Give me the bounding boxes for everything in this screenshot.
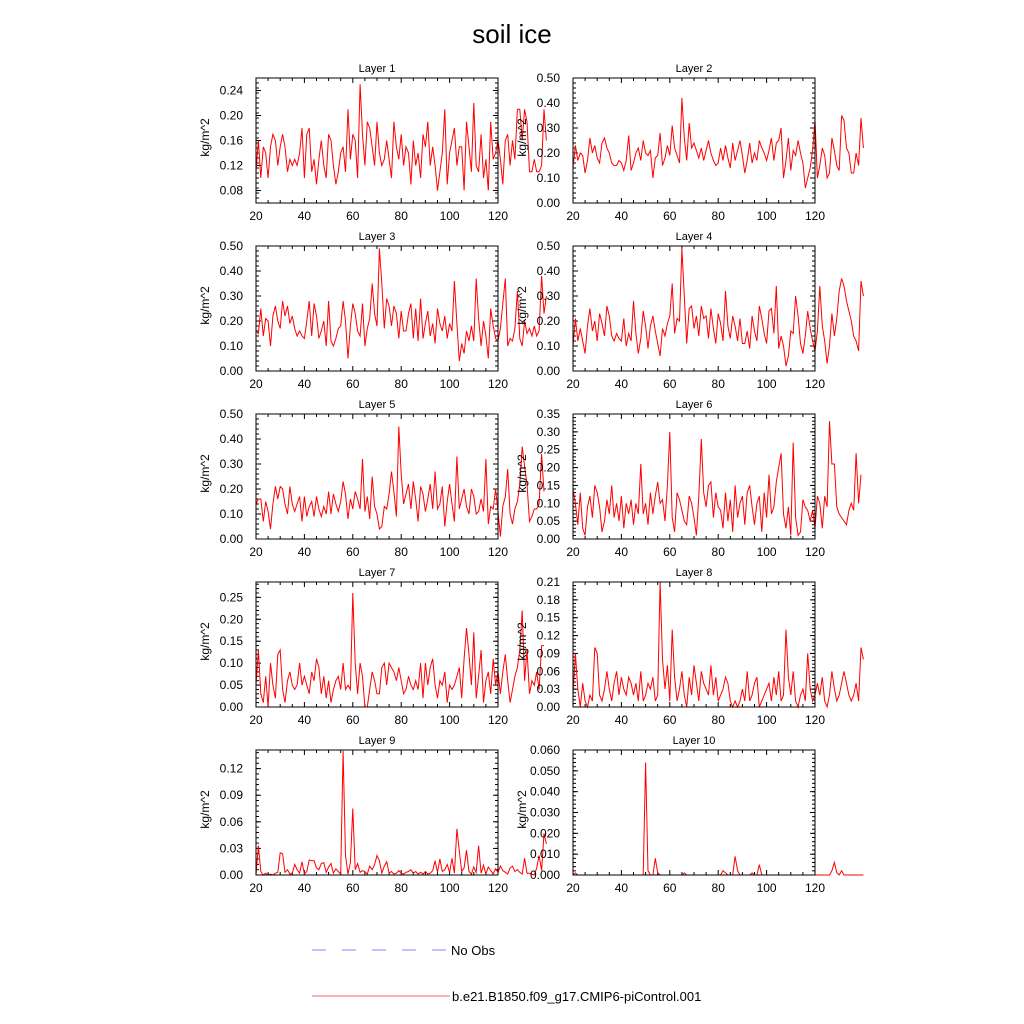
y-tick-label: 0.09 [536,646,560,661]
x-tick-label: 100 [756,713,777,727]
y-axis-label: kg/m^2 [515,118,529,157]
y-axis-label: kg/m^2 [515,622,529,661]
x-tick-label: 80 [394,713,408,727]
y-tick-label: 0.50 [536,71,560,85]
y-tick-label: 0.030 [529,805,560,820]
x-tick-label: 60 [346,545,360,559]
x-tick-label: 60 [346,209,360,223]
y-tick-label: 0.30 [536,289,560,303]
x-tick-label: 60 [346,377,360,391]
y-tick-label: 0.30 [219,457,243,471]
series-line [256,593,544,707]
y-tick-label: 0.12 [219,761,243,776]
x-tick-label: 100 [439,881,460,895]
y-tick-label: 0.25 [536,442,560,457]
x-tick-label: 20 [566,881,580,895]
x-tick-label: 20 [566,377,580,391]
y-tick-label: 0.00 [219,364,243,378]
y-tick-label: 0.20 [219,482,243,496]
x-tick-label: 40 [614,377,629,391]
x-tick-label: 60 [663,881,677,895]
x-tick-label: 120 [487,713,509,727]
x-tick-label: 40 [297,881,312,895]
x-tick-label: 40 [614,713,629,727]
panel-title: Layer 6 [675,399,713,411]
y-tick-label: 0.06 [219,814,243,829]
y-tick-label: 0.15 [219,634,243,649]
y-tick-label: 0.25 [219,590,243,605]
y-tick-label: 0.09 [219,788,243,803]
y-tick-label: 0.21 [536,575,560,589]
x-tick-label: 20 [566,545,580,559]
y-tick-label: 0.30 [536,121,560,135]
series-line [256,751,546,875]
x-tick-label: 80 [711,545,725,559]
y-tick-label: 0.35 [536,407,560,421]
y-axis-label: kg/m^2 [198,790,212,829]
y-tick-label: 0.24 [219,83,243,98]
plot-frame [573,750,815,875]
y-tick-label: 0.40 [219,432,243,446]
x-tick-label: 40 [614,545,629,559]
x-tick-label: 80 [711,713,725,727]
y-tick-label: 0.40 [219,264,243,278]
x-tick-label: 100 [439,713,460,727]
plot-frame [573,246,815,371]
y-tick-label: 0.30 [536,424,560,439]
y-tick-label: 0.00 [219,700,243,714]
x-tick-label: 120 [487,377,509,391]
x-tick-label: 20 [566,209,580,223]
panel-1 [198,63,546,223]
x-tick-label: 120 [804,377,826,391]
panel-2 [515,63,863,223]
y-axis-label: kg/m^2 [198,286,212,325]
y-tick-label: 0.00 [219,868,243,882]
y-axis-label: kg/m^2 [515,454,529,493]
y-tick-label: 0.06 [536,664,560,679]
x-tick-label: 120 [487,545,509,559]
panel-title: Layer 5 [358,399,396,411]
y-tick-label: 0.50 [219,407,243,421]
x-tick-label: 80 [711,881,725,895]
x-tick-label: 80 [711,209,725,223]
y-tick-label: 0.020 [529,826,560,841]
x-tick-label: 80 [394,881,408,895]
y-tick-label: 0.50 [536,239,560,253]
x-tick-label: 40 [297,377,312,391]
series-line [573,98,863,188]
x-tick-label: 120 [487,881,509,895]
series-line [256,427,544,537]
y-tick-label: 0.010 [529,847,560,862]
x-tick-label: 20 [249,881,263,895]
panel-10 [515,735,863,895]
plot-frame [256,78,498,203]
panel-3 [198,231,546,391]
panel-title: Layer 7 [358,567,396,579]
y-tick-label: 0.18 [536,592,560,607]
y-tick-label: 0.16 [219,133,243,148]
x-tick-label: 60 [663,545,677,559]
plot-frame [256,246,498,371]
y-tick-label: 0.10 [219,339,243,353]
x-tick-label: 80 [394,209,408,223]
y-tick-label: 0.00 [536,364,560,378]
x-tick-label: 80 [711,377,725,391]
y-axis-label: kg/m^2 [515,286,529,325]
y-axis-label: kg/m^2 [515,790,529,829]
y-tick-label: 0.12 [219,158,243,173]
y-tick-label: 0.03 [219,841,243,856]
x-tick-label: 20 [566,713,580,727]
x-tick-label: 60 [663,713,677,727]
panel-title: Layer 4 [675,231,713,243]
panel-5 [198,399,544,559]
x-tick-label: 20 [249,209,263,223]
y-tick-label: 0.12 [536,628,560,643]
y-tick-label: 0.040 [529,784,560,799]
x-tick-label: 120 [804,545,826,559]
x-tick-label: 120 [804,881,826,895]
legend [312,943,701,1004]
x-tick-label: 100 [439,377,460,391]
series-line [573,763,863,876]
series-line [573,582,863,707]
y-tick-label: 0.00 [536,532,560,546]
x-tick-label: 100 [439,209,460,223]
y-tick-label: 0.15 [536,478,560,493]
y-tick-label: 0.000 [529,868,560,882]
y-tick-label: 0.10 [536,171,560,185]
y-axis-label: kg/m^2 [198,622,212,661]
x-tick-label: 60 [663,209,677,223]
y-axis-label: kg/m^2 [198,454,212,493]
y-axis-label: kg/m^2 [198,118,212,157]
y-tick-label: 0.20 [536,460,560,475]
legend-label-model-run: b.e21.B1850.f09_g17.CMIP6-piControl.001 [452,989,702,1004]
figure-title: soil ice [472,19,552,49]
panel-title: Layer 8 [675,567,713,579]
panel-title: Layer 10 [672,735,716,747]
x-tick-label: 20 [249,545,263,559]
y-tick-label: 0.08 [219,183,243,198]
x-tick-label: 80 [394,377,408,391]
y-tick-label: 0.40 [536,96,560,110]
x-tick-label: 20 [249,377,263,391]
y-tick-label: 0.10 [219,507,243,521]
y-tick-label: 0.060 [529,743,560,757]
x-tick-label: 60 [663,377,677,391]
x-tick-label: 40 [297,209,312,223]
y-tick-label: 0.10 [536,496,560,511]
x-tick-label: 40 [614,209,629,223]
x-tick-label: 60 [346,713,360,727]
y-tick-label: 0.10 [219,656,243,671]
y-tick-label: 0.050 [529,763,560,778]
series-line [573,249,863,367]
y-tick-label: 0.20 [219,108,243,123]
x-tick-label: 80 [394,545,408,559]
x-tick-label: 100 [756,209,777,223]
panel-7 [198,567,544,727]
plot-frame [256,414,498,539]
x-tick-label: 120 [804,713,826,727]
y-tick-label: 0.00 [536,196,560,210]
y-tick-label: 0.05 [536,514,560,529]
x-tick-label: 120 [804,209,826,223]
x-tick-label: 100 [439,545,460,559]
legend-label-no-obs: No Obs [451,943,496,958]
panel-grid [198,63,863,895]
y-tick-label: 0.10 [536,339,560,353]
y-tick-label: 0.50 [219,239,243,253]
y-tick-label: 0.20 [219,314,243,328]
x-tick-label: 100 [756,881,777,895]
x-tick-label: 40 [297,545,312,559]
panel-title: Layer 2 [675,63,713,75]
y-tick-label: 0.03 [536,682,560,697]
x-tick-label: 100 [756,377,777,391]
panel-title: Layer 1 [358,63,396,75]
x-tick-label: 20 [249,713,263,727]
x-tick-label: 40 [614,881,629,895]
series-line [256,249,546,362]
y-tick-label: 0.40 [536,264,560,278]
x-tick-label: 120 [487,209,509,223]
panel-4 [515,231,863,391]
y-tick-label: 0.20 [536,146,560,160]
y-tick-label: 0.00 [536,700,560,714]
panel-8 [515,567,863,727]
x-tick-label: 60 [346,881,360,895]
y-tick-label: 0.20 [536,314,560,328]
y-tick-label: 0.30 [219,289,243,303]
y-tick-label: 0.05 [219,678,243,693]
panel-9 [198,735,546,895]
x-tick-label: 100 [756,545,777,559]
series-line [256,84,546,190]
x-tick-label: 40 [297,713,312,727]
series-line [573,421,861,535]
y-tick-label: 0.15 [536,610,560,625]
plot-frame [256,582,498,707]
panel-title: Layer 9 [358,735,396,747]
panel-title: Layer 3 [358,231,396,243]
y-tick-label: 0.20 [219,612,243,627]
panel-6 [515,399,861,559]
y-tick-label: 0.00 [219,532,243,546]
